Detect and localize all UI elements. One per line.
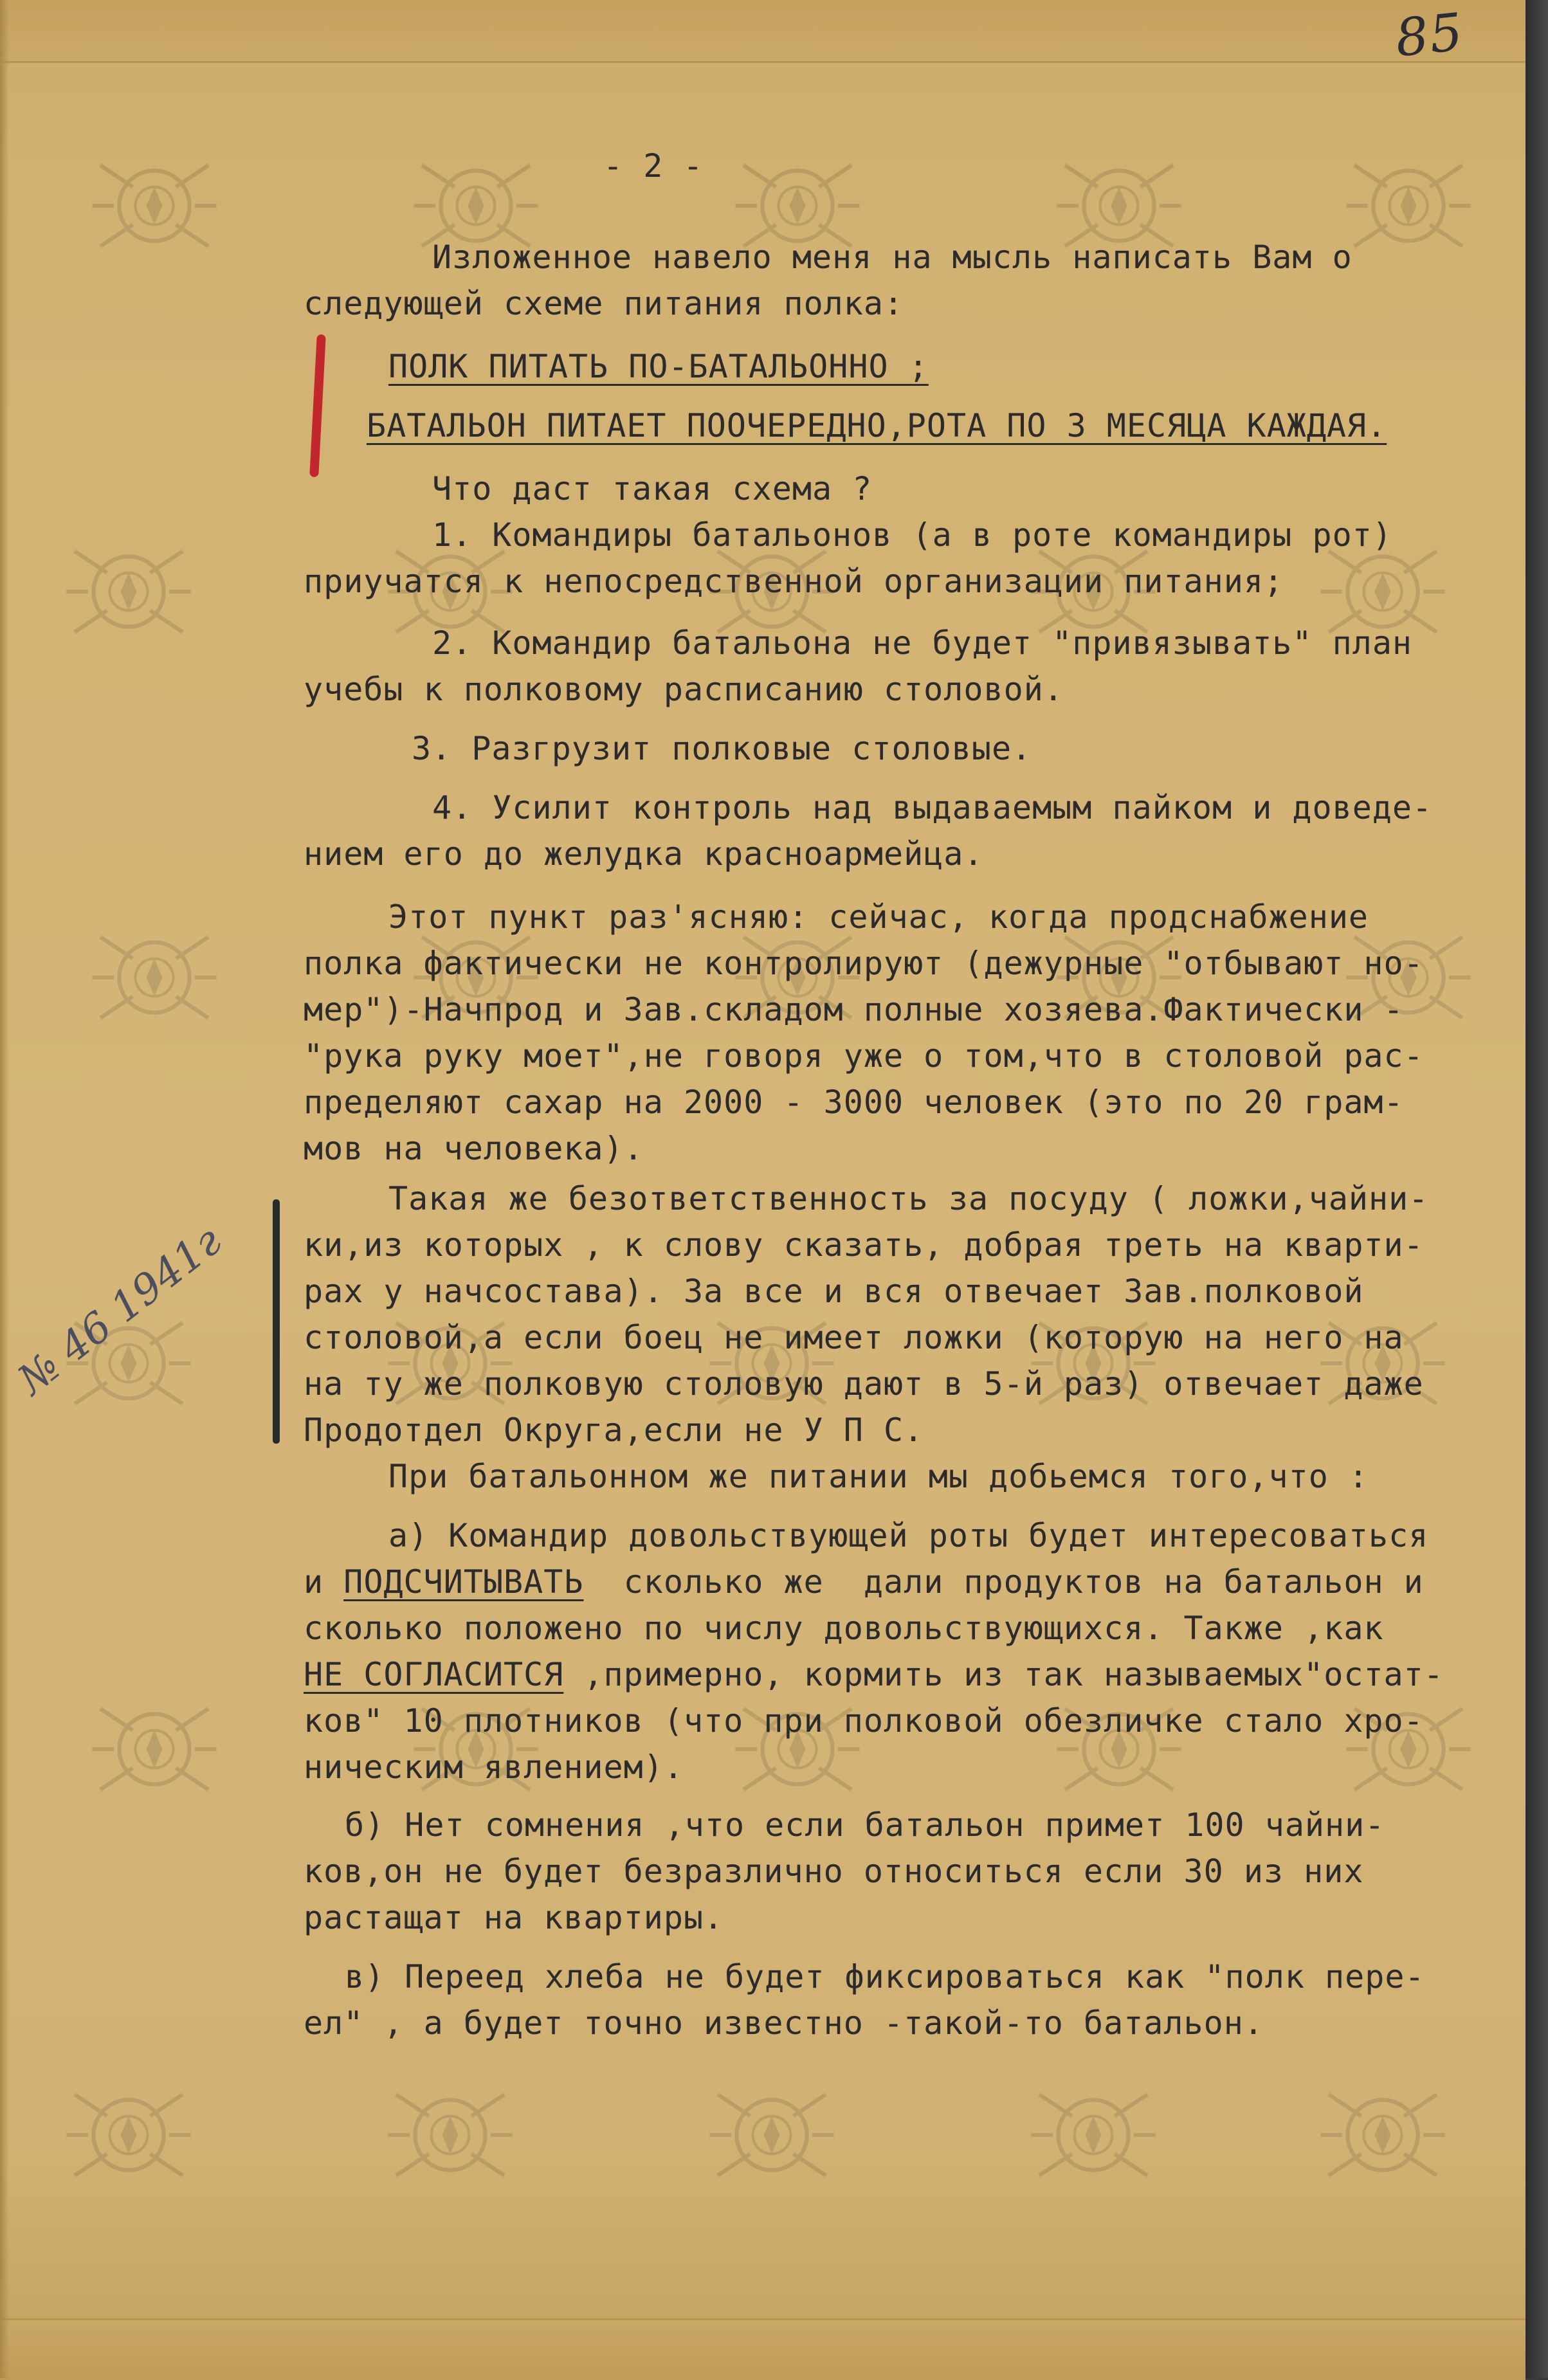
underlined-heading-line: ПОЛК ПИТАТЬ ПО-БАТАЛЬОННО ;	[388, 348, 929, 385]
text-line: б) Нет сомнения ,что если батальон примет 100 чайни-	[345, 1806, 1385, 1844]
page-header: - 2 -	[603, 147, 704, 185]
text-line: 3. Разгрузит полковые столовые.	[412, 730, 1032, 767]
text-line: в) Перeед хлеба не будет фиксироваться как "полк пере-	[345, 1958, 1425, 1995]
text-line: 4. Усилит контроль над выдаваемым пайком и доведе-	[432, 789, 1433, 826]
margin-vertical-bar	[273, 1199, 280, 1444]
text-line: ническим явлением).	[304, 1749, 684, 1786]
underlined-word: НЕ СОГЛАСИТСЯ	[304, 1656, 564, 1693]
text-line: учебы к полковому расписанию столовой.	[304, 671, 1064, 708]
text-line: ел" , а будет точно известно -такой-то батальон.	[304, 2004, 1264, 2042]
text-line: приучатся к непосредственной организации питания;	[304, 563, 1284, 600]
text-line: а) Командир довольствующей роты будет интересоваться	[388, 1517, 1429, 1554]
text-line: растащат на квартиры.	[304, 1899, 724, 1936]
text-line: Продотдел Округа,если не У П С.	[304, 1412, 924, 1449]
text-segment: сколько же дали продуктов на батальон и	[583, 1563, 1424, 1601]
text-line: полка фактически не контролируют (дежурные "отбывают но-	[304, 945, 1424, 982]
text-line: мов на человека).	[304, 1130, 644, 1167]
text-line: "рука руку моет",не говоря уже о том,что в столовой рас-	[304, 1037, 1424, 1075]
text-line: столовой,а если боец не имеет ложки (которую на него на	[304, 1319, 1404, 1356]
text-line: мер")-Начпрод и Зав.складом полные хозяева.Фактически -	[304, 991, 1404, 1028]
text-line: рах у начсостава). За все и вся отвечает Зав.полковой	[304, 1273, 1364, 1310]
text-line: Что даст такая схема ?	[432, 470, 873, 507]
folio-number: 85	[1392, 1, 1467, 69]
text-line: нием его до желудка красноармейца.	[304, 835, 984, 873]
text-segment: ,примерно, кормить из так называемых"остат-	[563, 1656, 1444, 1693]
text-line: Такая же безответственность за посуду ( ложки,чайни-	[388, 1180, 1429, 1217]
red-pencil-mark	[309, 334, 326, 477]
underlined-heading-line: БАТАЛЬОН ПИТАЕТ ПООЧЕРЕДНО,РОТА ПО 3 МЕСЯЦА КАЖДАЯ.	[367, 407, 1387, 444]
right-edge-shadow	[1525, 0, 1548, 2378]
text-line: следующей схеме питания полка:	[304, 285, 904, 322]
text-line: ков,он не будет безразлично относиться если 30 из них	[304, 1853, 1364, 1890]
underlined-word: ПОДСЧИТЫВАТЬ	[343, 1563, 584, 1601]
text-line: Этот пункт раз'ясняю: сейчас, когда продснабжение	[388, 898, 1369, 936]
text-line-mixed	[304, 1655, 1444, 1694]
text-line: 1. Командиры батальонов (а в роте командиры рот)	[432, 516, 1392, 554]
text-line: пределяют сахар на 2000 - 3000 человек (это по 20 грам-	[304, 1084, 1404, 1121]
text-line: 2. Командир батальона не будет "привязывать" план	[432, 624, 1413, 662]
text-line: на ту же полковую столовую дают в 5-й раз) отвечает даже	[304, 1365, 1424, 1403]
text-line: Изложенное навело меня на мысль написать Вам о	[432, 239, 1352, 276]
text-segment: и	[304, 1563, 344, 1601]
text-line: сколько положено по числу довольствующихся. Также ,как	[304, 1610, 1384, 1647]
text-line: ки,из которых , к слову сказать, добрая треть на кварти-	[304, 1226, 1424, 1264]
text-line: При батальонном же питании мы добьемся того,что :	[388, 1458, 1369, 1495]
text-line: ков" 10 плотников (что при полковой обезличке стало хро-	[304, 1702, 1424, 1740]
text-line-mixed	[304, 1563, 1424, 1601]
handwritten-margin-note: № 46 1941г	[9, 1217, 231, 1404]
